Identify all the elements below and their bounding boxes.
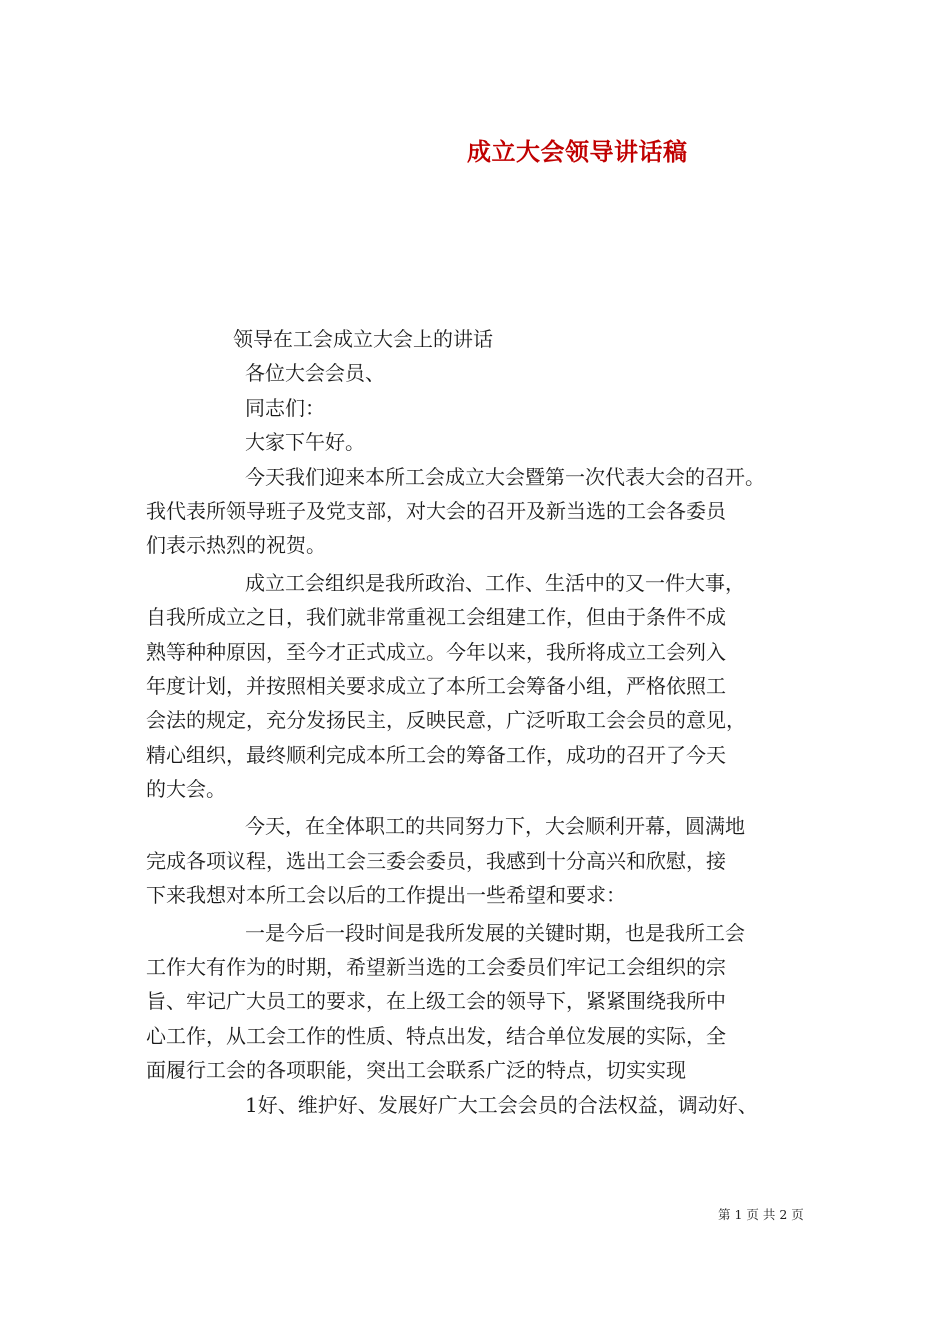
paragraph-line: 的大会。 [146, 777, 226, 802]
greeting-line: 大家下午好。 [245, 430, 365, 455]
paragraph-line: 一是今后一段时间是我所发展的关键时期，也是我所工会 [245, 920, 745, 945]
paragraph-line: 熟等种种原因，至今才正式成立。今年以来，我所将成立工会列入 [146, 639, 726, 664]
paragraph-line: 面履行工会的各项职能，突出工会联系广泛的特点，切实实现 [146, 1058, 686, 1083]
paragraph-line: 下来我想对本所工会以后的工作提出一些希望和要求： [146, 883, 626, 908]
salutation-line: 同志们： [245, 395, 325, 420]
paragraph-line: 完成各项议程，选出工会三委会委员，我感到十分高兴和欣慰，接 [146, 848, 726, 873]
page-number-footer: 第 1 页 共 2 页 [718, 1207, 804, 1222]
document-title: 成立大会领导讲话稿 [467, 137, 688, 166]
paragraph-line: 们表示热烈的祝贺。 [146, 533, 326, 558]
paragraph-line: 1好、维护好、发展好广大工会会员的合法权益，调动好、 [245, 1092, 758, 1117]
paragraph-line: 心工作，从工会工作的性质、特点出发，结合单位发展的实际，全 [146, 1023, 726, 1048]
paragraph-line: 旨、牢记广大员工的要求，在上级工会的领导下，紧紧围绕我所中 [146, 989, 726, 1014]
paragraph-line: 自我所成立之日，我们就非常重视工会组建工作，但由于条件不成 [146, 605, 726, 630]
paragraph-line: 精心组织，最终顺利完成本所工会的筹备工作，成功的召开了今天 [146, 742, 726, 767]
salutation-line: 各位大会会员、 [245, 361, 385, 386]
paragraph-line: 我代表所领导班子及党支部，对大会的召开及新当选的工会各委员 [146, 498, 726, 523]
paragraph-line: 今天，在全体职工的共同努力下，大会顺利开幕，圆满地 [245, 814, 745, 839]
paragraph-line: 会法的规定，充分发扬民主，反映民意，广泛听取工会会员的意见， [146, 708, 746, 733]
document-body [146, 322, 822, 1122]
speech-heading: 领导在工会成立大会上的讲话 [233, 327, 493, 351]
paragraph-line: 今天我们迎来本所工会成立大会暨第一次代表大会的召开。 [245, 464, 765, 489]
paragraph-line: 工作大有作为的时期，希望新当选的工会委员们牢记工会组织的宗 [146, 955, 726, 980]
paragraph-line: 成立工会组织是我所政治、工作、生活中的又一件大事， [245, 570, 745, 595]
paragraph-line: 年度计划，并按照相关要求成立了本所工会筹备小组，严格依照工 [146, 673, 726, 698]
